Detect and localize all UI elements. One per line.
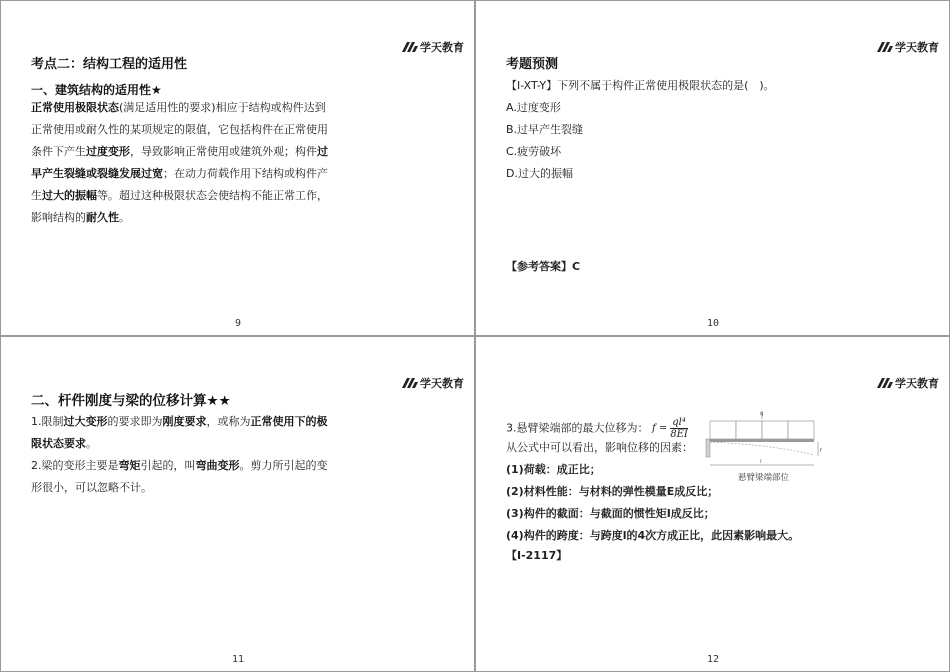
beam [710,439,814,442]
emphasis-text: 正常使用下的极限状态要求 [31,415,328,450]
emphasis-text: 弯曲变形 [195,459,240,472]
emphasis-text: 弯矩 [118,459,141,472]
emphasis-text: 过度变形 [86,145,130,158]
body-text: 2.梁的变形主要是 [31,459,119,472]
page-11 [0,336,475,672]
emphasis-text: 过大的振幅 [42,189,97,202]
body-text: 。 [119,211,130,224]
factor-1: (1)荷载：成正比； [506,463,601,476]
load-label: q [760,411,764,417]
emphasis-text: 正常使用极限状态 [31,101,119,114]
page-title: 考点二：结构工程的适用性 [31,57,188,72]
fixed-support [706,439,710,457]
body-text: (满足适用性的要求)相应于结构或构件达到正常使用或耐久性的某项规定的限值，它包括构件在正常使用条件下产生 [31,101,328,158]
formula [652,417,688,440]
page-number: 10 [706,318,720,329]
brand-logo [402,375,464,391]
brand-logo [877,375,939,391]
body-text: 等。超过这种极限状态会使结构不能正常工作，影响结构的 [31,189,328,224]
section-heading: 一、建筑结构的适用性★ [31,83,162,97]
emphasis-text: 刚度要求 [162,415,207,428]
brand-logo-text: 学天教育 [420,41,464,54]
option-c: C.疲劳破坏 [506,145,562,158]
formula-fraction [670,417,688,440]
body-text: 1.限制 [31,415,64,428]
body-text: ；在动力荷载作用下结构或构件产生 [31,167,328,202]
span-label: l [760,459,762,465]
definition-paragraph [31,97,331,229]
option-a: A.过度变形 [506,101,561,114]
max-displacement-text: 3.悬臂梁端部的最大位移为： [506,421,649,435]
cantilever-beam-diagram [704,409,826,491]
body-text: 引起的，叫 [140,459,196,472]
brand-logo-icon [402,378,418,388]
page-title: 二、杆件刚度与梁的位移计算★★ [31,393,231,409]
page-number: 9 [234,318,242,329]
brand-logo [402,39,464,55]
body-text: ，导致影响正常使用或建筑外观；构件 [130,145,317,158]
deflection-label: f [819,448,822,454]
factors-intro: 从公式中可以看出，影响位移的因素： [506,441,693,454]
body-text: ，或称为 [206,415,251,428]
reference-answer: 【参考答案】C [506,260,581,273]
factor-2: (2)材料性能：与材料的弹性模量E成反比； [506,485,719,498]
factor-4: (4)构件的跨度：与跨度l的4次方成正比，此因素影响最大。 [506,529,800,542]
distributed-load [710,421,814,439]
emphasis-text: 过大变形 [63,415,108,428]
brand-logo-icon [877,42,893,52]
deflected-shape [710,442,814,455]
brand-logo [877,39,939,55]
list-item [31,411,331,455]
brand-logo-text: 学天教育 [420,377,464,390]
formula-lhs: f = [652,423,668,434]
page-9 [0,0,475,336]
page-number: 12 [706,654,720,665]
page-number: 11 [231,654,245,665]
option-d: D.过大的振幅 [506,167,573,180]
brand-logo-icon [402,42,418,52]
emphasis-text: 过早产生裂缝或裂缝发展过宽 [31,145,328,180]
body-text: 。剪力所引起的变形很小，可以忽略不计。 [31,459,328,494]
page-10 [475,0,950,336]
max-displacement-line [506,417,688,440]
page-12 [475,336,950,672]
formula-denominator: 8EI [670,429,688,440]
question-text: 【Ⅰ-XT-Y】下列不属于构件正常使用极限状态的是( )。 [506,79,775,92]
diagram-caption: 悬臂梁端部位 [738,473,790,483]
body-text: 的要求即为 [107,415,163,428]
emphasis-text: 耐久性 [86,211,119,224]
formula-numerator: ql⁴ [672,417,686,428]
question-code: 【Ⅰ-2117】 [506,549,568,562]
brand-logo-icon [877,378,893,388]
factor-3: (3)构件的截面：与截面的惯性矩I成反比； [506,507,715,520]
body-text: 。 [86,437,97,450]
brand-logo-text: 学天教育 [895,377,939,390]
list-item [31,455,331,499]
page-title: 考题预测 [506,57,559,72]
option-b: B.过早产生裂缝 [506,123,584,136]
brand-logo-text: 学天教育 [895,41,939,54]
